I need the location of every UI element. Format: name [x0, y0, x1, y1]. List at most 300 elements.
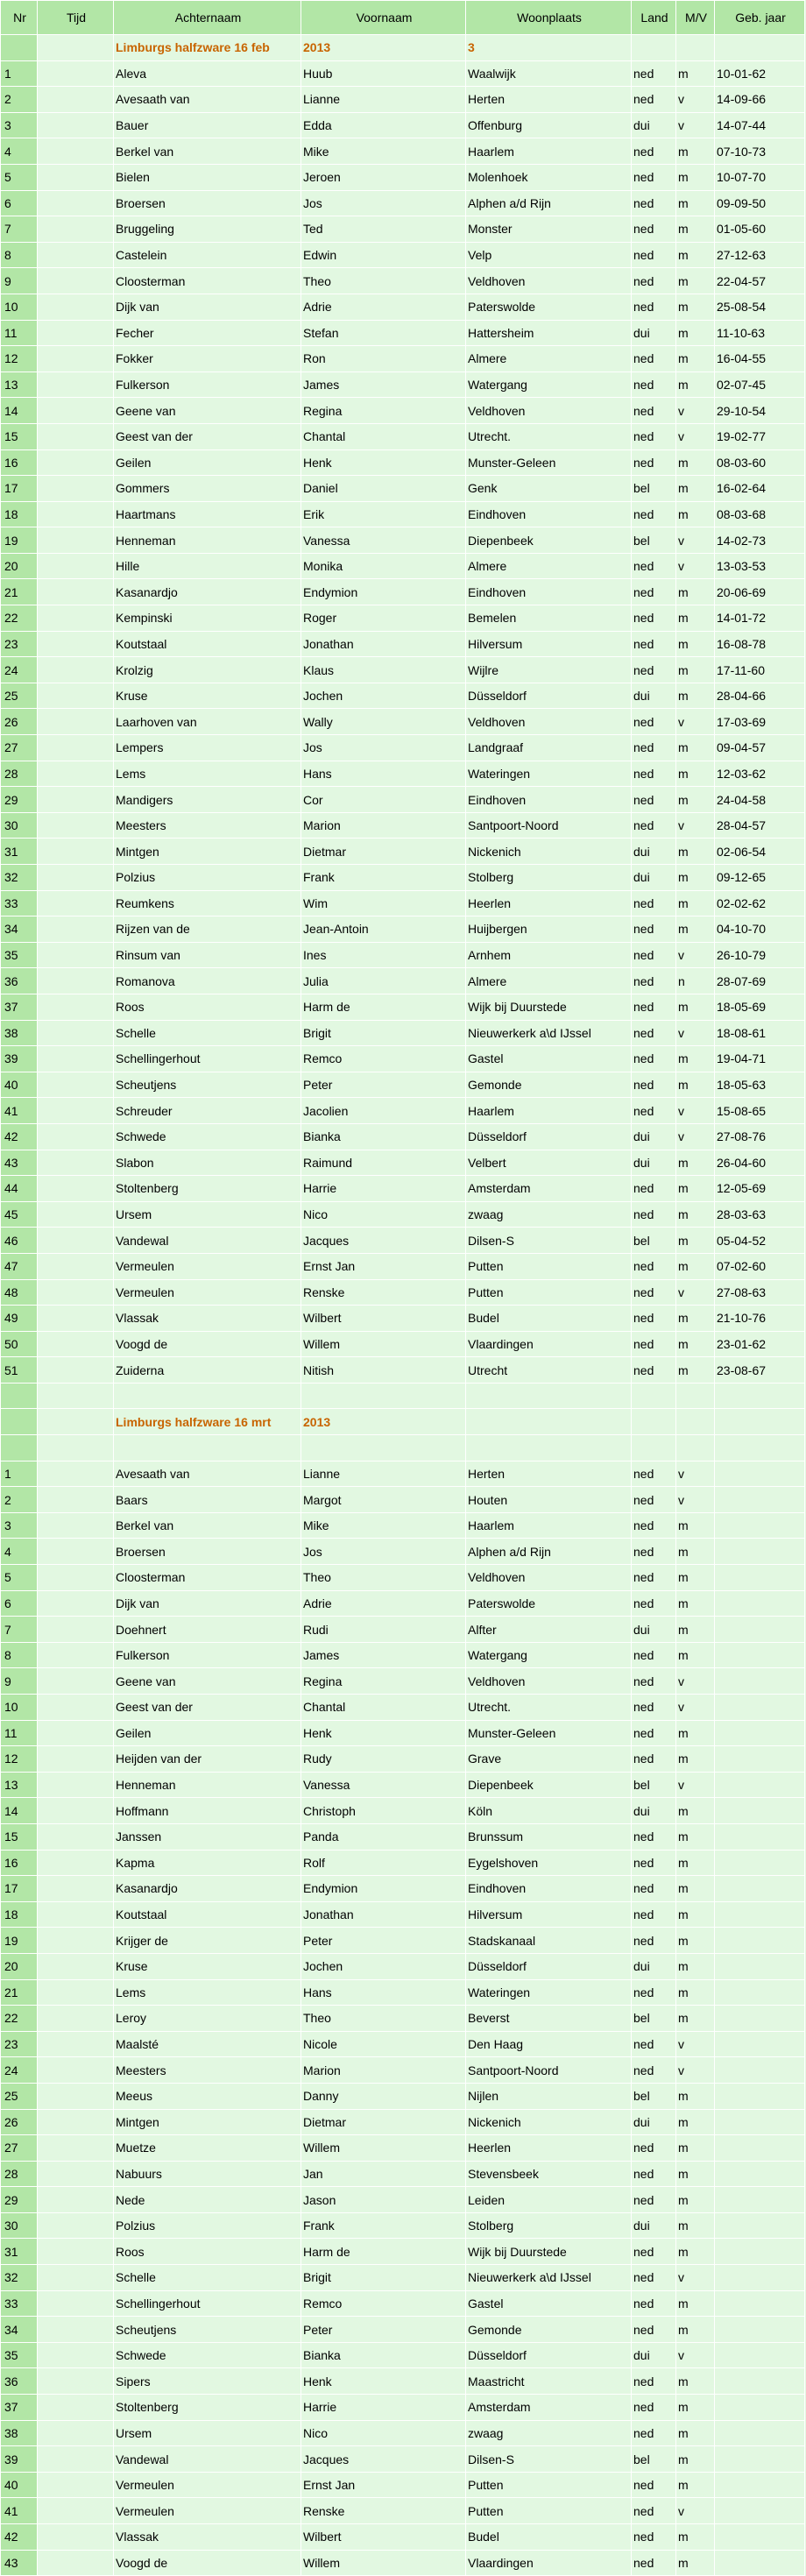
- voornaam-cell: Dietmar: [301, 839, 466, 865]
- voornaam-cell: Renske: [301, 2498, 466, 2524]
- table-row: [1, 2135, 805, 2162]
- woonplaats-cell: Eindhoven: [466, 787, 632, 813]
- achternaam-cell: Scheutjens: [114, 2317, 301, 2343]
- tijd-cell: [38, 2550, 114, 2576]
- nr-cell: 42: [1, 2524, 38, 2551]
- land-cell: ned: [632, 2472, 676, 2498]
- land-cell: ned: [632, 1357, 676, 1384]
- tijd-cell: [38, 1798, 114, 1824]
- voornaam-cell: Regina: [301, 1668, 466, 1695]
- nr-cell: 26: [1, 2109, 38, 2135]
- race-year: 2013: [301, 1409, 466, 1435]
- tijd-cell: [38, 683, 114, 709]
- table-row: [1, 1306, 805, 1332]
- geb-jaar-cell: [715, 2472, 805, 2498]
- mv-cell: m: [676, 761, 715, 787]
- spacer-row: [1, 1383, 805, 1409]
- voornaam-cell: Jeroen: [301, 164, 466, 190]
- nr-cell: 23: [1, 2031, 38, 2057]
- mv-cell: m: [676, 1228, 715, 1254]
- woonplaats-cell: Molenhoek: [466, 164, 632, 190]
- tijd-cell: [38, 657, 114, 683]
- table-row: [1, 476, 805, 502]
- table-row: [1, 2524, 805, 2551]
- tijd-cell: [38, 164, 114, 190]
- woonplaats-cell: Amsterdam: [466, 2395, 632, 2421]
- tijd-cell: [38, 1539, 114, 1565]
- voornaam-cell: Jacques: [301, 1228, 466, 1254]
- woonplaats-cell: Stadskanaal: [466, 1928, 632, 1954]
- achternaam-cell: Schellingerhout: [114, 2290, 301, 2317]
- woonplaats-cell: Alphen a/d Rijn: [466, 190, 632, 216]
- achternaam-cell: Fecher: [114, 320, 301, 346]
- nr-cell: 25: [1, 683, 38, 709]
- tijd-cell: [38, 2446, 114, 2473]
- achternaam-cell: Stoltenberg: [114, 2395, 301, 2421]
- voornaam-cell: Erik: [301, 501, 466, 527]
- geb-jaar-cell: [715, 2524, 805, 2551]
- tijd-cell: [38, 2342, 114, 2368]
- nr-cell: 28: [1, 2161, 38, 2187]
- table-row: [1, 761, 805, 787]
- woonplaats-cell: Nijlen: [466, 2083, 632, 2109]
- achternaam-cell: Kruse: [114, 683, 301, 709]
- table-row: [1, 1487, 805, 1513]
- geb-jaar-cell: 13-03-53: [715, 553, 805, 579]
- geb-jaar-cell: [715, 1953, 805, 1979]
- tijd-cell: [38, 916, 114, 943]
- mv-cell: m: [676, 2472, 715, 2498]
- achternaam-cell: Vandewal: [114, 1228, 301, 1254]
- voornaam-cell: Theo: [301, 2006, 466, 2032]
- woonplaats-cell: Almere: [466, 346, 632, 372]
- geb-jaar-cell: 07-10-73: [715, 138, 805, 165]
- voornaam-cell: Jos: [301, 1539, 466, 1565]
- achternaam-cell: Vandewal: [114, 2446, 301, 2473]
- achternaam-cell: Koutstaal: [114, 631, 301, 657]
- land-cell: bel: [632, 2446, 676, 2473]
- achternaam-cell: Fokker: [114, 346, 301, 372]
- mv-cell: m: [676, 2395, 715, 2421]
- nr-cell: 14: [1, 398, 38, 424]
- mv-cell: m: [676, 242, 715, 268]
- tijd-cell: [38, 1668, 114, 1695]
- table-row: [1, 320, 805, 346]
- table-row: [1, 890, 805, 916]
- nr-cell: 30: [1, 812, 38, 839]
- mv-cell: m: [676, 2550, 715, 2576]
- voornaam-cell: Rolf: [301, 1850, 466, 1876]
- table-row: [1, 1617, 805, 1643]
- table-row: [1, 865, 805, 891]
- geb-jaar-cell: [715, 2135, 805, 2162]
- voornaam-cell: Chantal: [301, 423, 466, 449]
- mv-cell: v: [676, 2498, 715, 2524]
- geb-jaar-cell: 17-03-69: [715, 709, 805, 735]
- mv-cell: v: [676, 1461, 715, 1487]
- table-row: [1, 579, 805, 605]
- achternaam-cell: Henneman: [114, 1772, 301, 1798]
- geb-jaar-cell: 18-05-69: [715, 994, 805, 1020]
- geb-jaar-cell: 28-04-57: [715, 812, 805, 839]
- empty-cell: [715, 1435, 805, 1461]
- voornaam-cell: Jochen: [301, 1953, 466, 1979]
- achternaam-cell: Geilen: [114, 449, 301, 476]
- woonplaats-cell: Herten: [466, 87, 632, 113]
- land-cell: ned: [632, 294, 676, 320]
- tijd-cell: [38, 1746, 114, 1773]
- achternaam-cell: Vermeulen: [114, 2472, 301, 2498]
- woonplaats-cell: Wateringen: [466, 761, 632, 787]
- tijd-cell: [38, 709, 114, 735]
- voornaam-cell: Nicole: [301, 2031, 466, 2057]
- voornaam-cell: Marion: [301, 812, 466, 839]
- voornaam-cell: Huub: [301, 60, 466, 87]
- achternaam-cell: Ursem: [114, 1201, 301, 1228]
- tijd-cell: [38, 216, 114, 243]
- geb-jaar-cell: 14-02-73: [715, 527, 805, 554]
- nr-cell: [1, 1383, 38, 1409]
- voornaam-cell: Jean-Antoin: [301, 916, 466, 943]
- achternaam-cell: Schelle: [114, 1020, 301, 1046]
- woonplaats-cell: Haarlem: [466, 1512, 632, 1539]
- nr-cell: 43: [1, 2550, 38, 2576]
- nr-cell: 4: [1, 1539, 38, 1565]
- mv-cell: m: [676, 1512, 715, 1539]
- woonplaats-cell: Landgraaf: [466, 735, 632, 761]
- land-cell: ned: [632, 1331, 676, 1357]
- land-cell: ned: [632, 87, 676, 113]
- table-row: [1, 2083, 805, 2109]
- nr-cell: 37: [1, 994, 38, 1020]
- achternaam-cell: Schwede: [114, 2342, 301, 2368]
- mv-cell: v: [676, 709, 715, 735]
- woonplaats-cell: Genk: [466, 476, 632, 502]
- voornaam-cell: Marion: [301, 2057, 466, 2084]
- land-cell: ned: [632, 1590, 676, 1617]
- tijd-cell: [38, 35, 114, 61]
- geb-jaar-cell: [715, 1590, 805, 1617]
- geb-jaar-cell: 28-04-66: [715, 683, 805, 709]
- achternaam-cell: Laarhoven van: [114, 709, 301, 735]
- land-cell: ned: [632, 1253, 676, 1279]
- table-row: [1, 839, 805, 865]
- nr-cell: 17: [1, 1876, 38, 1902]
- woonplaats-cell: Wijk bij Duurstede: [466, 994, 632, 1020]
- table-row: [1, 1695, 805, 1721]
- achternaam-cell: Broersen: [114, 190, 301, 216]
- geb-jaar-cell: 08-03-60: [715, 449, 805, 476]
- empty-cell: [676, 35, 715, 61]
- nr-cell: 34: [1, 916, 38, 943]
- nr-cell: 51: [1, 1357, 38, 1384]
- nr-cell: 5: [1, 1565, 38, 1591]
- empty-cell: [715, 1409, 805, 1435]
- woonplaats-cell: Santpoort-Noord: [466, 2057, 632, 2084]
- mv-cell: v: [676, 942, 715, 968]
- tijd-cell: [38, 1279, 114, 1306]
- mv-cell: m: [676, 605, 715, 632]
- table-row: [1, 968, 805, 994]
- mv-cell: m: [676, 683, 715, 709]
- tijd-cell: [38, 1590, 114, 1617]
- woonplaats-cell: Nieuwerkerk a\d IJssel: [466, 1020, 632, 1046]
- land-cell: ned: [632, 398, 676, 424]
- mv-cell: m: [676, 294, 715, 320]
- voornaam-cell: Dietmar: [301, 2109, 466, 2135]
- geb-jaar-cell: 23-01-62: [715, 1331, 805, 1357]
- mv-cell: m: [676, 2161, 715, 2187]
- geb-jaar-cell: [715, 2550, 805, 2576]
- geb-jaar-cell: 25-08-54: [715, 294, 805, 320]
- achternaam-cell: Hille: [114, 553, 301, 579]
- achternaam-cell: Voogd de: [114, 2550, 301, 2576]
- land-cell: ned: [632, 968, 676, 994]
- voornaam-cell: Lianne: [301, 87, 466, 113]
- tijd-cell: [38, 1123, 114, 1150]
- geb-jaar-cell: 02-06-54: [715, 839, 805, 865]
- voornaam-cell: Wim: [301, 890, 466, 916]
- land-cell: ned: [632, 1823, 676, 1850]
- land-cell: ned: [632, 164, 676, 190]
- empty-cell: [632, 1409, 676, 1435]
- nr-cell: 23: [1, 631, 38, 657]
- woonplaats-cell: Haarlem: [466, 1098, 632, 1124]
- nr-cell: 41: [1, 1098, 38, 1124]
- tijd-cell: [38, 268, 114, 294]
- mv-cell: v: [676, 2342, 715, 2368]
- table-row: [1, 268, 805, 294]
- land-cell: ned: [632, 2290, 676, 2317]
- woonplaats-cell: Düsseldorf: [466, 1123, 632, 1150]
- mv-cell: m: [676, 2368, 715, 2395]
- tijd-cell: [38, 942, 114, 968]
- geb-jaar-cell: 26-04-60: [715, 1150, 805, 1176]
- table-row: [1, 812, 805, 839]
- nr-cell: 7: [1, 216, 38, 243]
- voornaam-cell: Margot: [301, 1487, 466, 1513]
- woonplaats-cell: Hilversum: [466, 631, 632, 657]
- land-cell: ned: [632, 1901, 676, 1928]
- table-row: [1, 1772, 805, 1798]
- table-row: [1, 2006, 805, 2032]
- tijd-cell: [38, 2109, 114, 2135]
- achternaam-cell: Baars: [114, 1487, 301, 1513]
- voornaam-cell: Daniel: [301, 476, 466, 502]
- nr-cell: 8: [1, 242, 38, 268]
- woonplaats-cell: Gemonde: [466, 1072, 632, 1098]
- achternaam-cell: Nede: [114, 2187, 301, 2213]
- achternaam-cell: Maalsté: [114, 2031, 301, 2057]
- table-row: [1, 916, 805, 943]
- land-cell: dui: [632, 320, 676, 346]
- achternaam-cell: Schwede: [114, 1123, 301, 1150]
- voornaam-cell: Nitish: [301, 1357, 466, 1384]
- achternaam-cell: Vermeulen: [114, 1279, 301, 1306]
- geb-jaar-cell: 18-08-61: [715, 1020, 805, 1046]
- tijd-cell: [38, 994, 114, 1020]
- land-cell: ned: [632, 1928, 676, 1954]
- land-cell: ned: [632, 2368, 676, 2395]
- table-row: [1, 657, 805, 683]
- col-header-geb-jaar: Geb. jaar: [715, 1, 805, 35]
- table-row: [1, 60, 805, 87]
- tijd-cell: [38, 1228, 114, 1254]
- voornaam-cell: Theo: [301, 1565, 466, 1591]
- woonplaats-cell: Düsseldorf: [466, 683, 632, 709]
- land-cell: bel: [632, 476, 676, 502]
- achternaam-cell: Slabon: [114, 1150, 301, 1176]
- geb-jaar-cell: [715, 1928, 805, 1954]
- voornaam-cell: James: [301, 372, 466, 398]
- woonplaats-cell: Veldhoven: [466, 1668, 632, 1695]
- tijd-cell: [38, 1176, 114, 1202]
- table-row: [1, 294, 805, 320]
- land-cell: ned: [632, 1850, 676, 1876]
- woonplaats-cell: Eindhoven: [466, 501, 632, 527]
- nr-cell: 2: [1, 1487, 38, 1513]
- mv-cell: v: [676, 112, 715, 138]
- tijd-cell: [38, 2135, 114, 2162]
- tijd-cell: [38, 2290, 114, 2317]
- land-cell: ned: [632, 1020, 676, 1046]
- race-extra: [466, 1409, 632, 1435]
- nr-cell: 16: [1, 449, 38, 476]
- nr-cell: 30: [1, 2212, 38, 2239]
- geb-jaar-cell: 24-04-58: [715, 787, 805, 813]
- land-cell: bel: [632, 527, 676, 554]
- tijd-cell: [38, 294, 114, 320]
- woonplaats-cell: Heerlen: [466, 890, 632, 916]
- nr-cell: 22: [1, 2006, 38, 2032]
- col-header-mv: M/V: [676, 1, 715, 35]
- voornaam-cell: Mike: [301, 138, 466, 165]
- voornaam-cell: Ron: [301, 346, 466, 372]
- nr-cell: 34: [1, 2317, 38, 2343]
- woonplaats-cell: Monster: [466, 216, 632, 243]
- mv-cell: v: [676, 2057, 715, 2084]
- land-cell: dui: [632, 1953, 676, 1979]
- tijd-cell: [38, 787, 114, 813]
- land-cell: ned: [632, 657, 676, 683]
- tijd-cell: [38, 1695, 114, 1721]
- mv-cell: m: [676, 449, 715, 476]
- table-row: [1, 1098, 805, 1124]
- achternaam-cell: Avesaath van: [114, 1461, 301, 1487]
- table-row: [1, 2446, 805, 2473]
- nr-cell: 14: [1, 1798, 38, 1824]
- land-cell: ned: [632, 2550, 676, 2576]
- woonplaats-cell: Offenburg: [466, 112, 632, 138]
- land-cell: ned: [632, 1046, 676, 1072]
- achternaam-cell: Aleva: [114, 60, 301, 87]
- geb-jaar-cell: [715, 2161, 805, 2187]
- nr-cell: 6: [1, 1590, 38, 1617]
- table-row: [1, 242, 805, 268]
- geb-jaar-cell: 12-05-69: [715, 1176, 805, 1202]
- woonplaats-cell: Huijbergen: [466, 916, 632, 943]
- geb-jaar-cell: 12-03-62: [715, 761, 805, 787]
- empty-cell: [38, 1383, 114, 1409]
- achternaam-cell: Reumkens: [114, 890, 301, 916]
- tijd-cell: [38, 1150, 114, 1176]
- tijd-cell: [38, 372, 114, 398]
- geb-jaar-cell: 28-07-69: [715, 968, 805, 994]
- nr-cell: 44: [1, 1176, 38, 1202]
- land-cell: dui: [632, 2342, 676, 2368]
- geb-jaar-cell: [715, 1772, 805, 1798]
- land-cell: ned: [632, 1876, 676, 1902]
- nr-cell: 39: [1, 2446, 38, 2473]
- nr-cell: 1: [1, 60, 38, 87]
- woonplaats-cell: Putten: [466, 1279, 632, 1306]
- achternaam-cell: Rijzen van de: [114, 916, 301, 943]
- mv-cell: m: [676, 1046, 715, 1072]
- achternaam-cell: Schreuder: [114, 1098, 301, 1124]
- mv-cell: v: [676, 2265, 715, 2291]
- nr-cell: 20: [1, 1953, 38, 1979]
- tijd-cell: [38, 1487, 114, 1513]
- nr-cell: 36: [1, 2368, 38, 2395]
- mv-cell: v: [676, 1487, 715, 1513]
- col-header-voornaam: Voornaam: [301, 1, 466, 35]
- tijd-cell: [38, 2317, 114, 2343]
- table-row: [1, 631, 805, 657]
- mv-cell: m: [676, 839, 715, 865]
- voornaam-cell: Peter: [301, 1072, 466, 1098]
- voornaam-cell: Klaus: [301, 657, 466, 683]
- table-row: [1, 2368, 805, 2395]
- tijd-cell: [38, 2524, 114, 2551]
- land-cell: ned: [632, 709, 676, 735]
- table-row: [1, 2395, 805, 2421]
- nr-cell: 9: [1, 268, 38, 294]
- tijd-cell: [38, 2395, 114, 2421]
- nr-cell: 18: [1, 1901, 38, 1928]
- mv-cell: m: [676, 164, 715, 190]
- mv-cell: m: [676, 501, 715, 527]
- mv-cell: m: [676, 1928, 715, 1954]
- woonplaats-cell: Düsseldorf: [466, 2342, 632, 2368]
- tijd-cell: [38, 1253, 114, 1279]
- voornaam-cell: Cor: [301, 787, 466, 813]
- achternaam-cell: Kruse: [114, 1953, 301, 1979]
- table-row: [1, 1150, 805, 1176]
- nr-cell: 3: [1, 112, 38, 138]
- mv-cell: v: [676, 1695, 715, 1721]
- achternaam-cell: Krolzig: [114, 657, 301, 683]
- voornaam-cell: Ted: [301, 216, 466, 243]
- woonplaats-cell: Diepenbeek: [466, 527, 632, 554]
- nr-cell: 49: [1, 1306, 38, 1332]
- geb-jaar-cell: [715, 1876, 805, 1902]
- voornaam-cell: Theo: [301, 268, 466, 294]
- voornaam-cell: Jos: [301, 735, 466, 761]
- table-row: [1, 787, 805, 813]
- achternaam-cell: Bielen: [114, 164, 301, 190]
- woonplaats-cell: Hattersheim: [466, 320, 632, 346]
- geb-jaar-cell: [715, 2317, 805, 2343]
- geb-jaar-cell: [715, 2290, 805, 2317]
- woonplaats-cell: Köln: [466, 1798, 632, 1824]
- nr-cell: 13: [1, 372, 38, 398]
- voornaam-cell: Wilbert: [301, 2524, 466, 2551]
- table-row: [1, 1850, 805, 1876]
- land-cell: ned: [632, 1746, 676, 1773]
- woonplaats-cell: Gemonde: [466, 2317, 632, 2343]
- mv-cell: m: [676, 1565, 715, 1591]
- land-cell: ned: [632, 2498, 676, 2524]
